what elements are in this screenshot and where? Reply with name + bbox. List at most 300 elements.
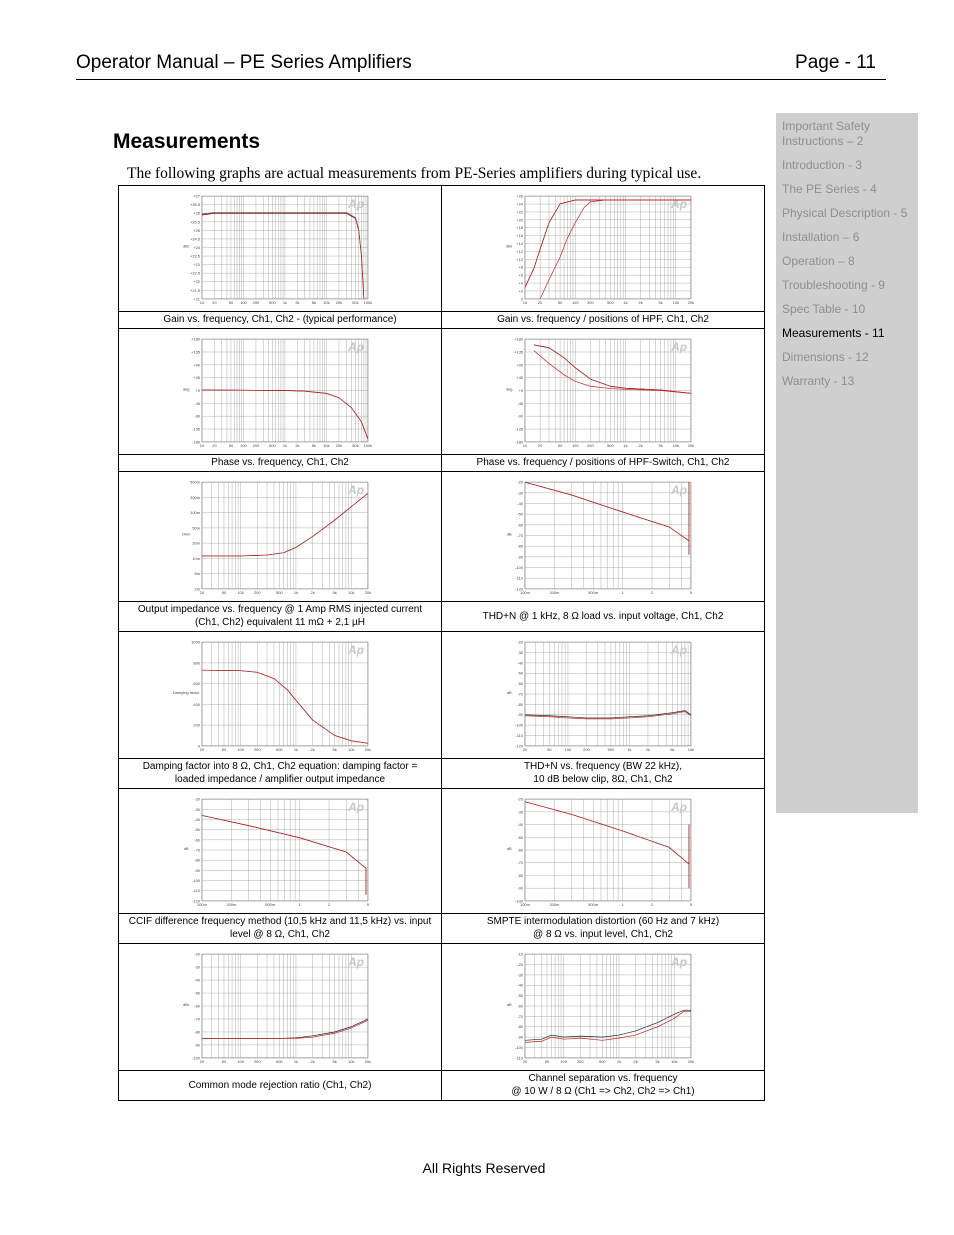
caption-line: SMPTE intermodulation distortion (60 Hz and 7 kHz) (486, 916, 720, 927)
y-tick-label: +180 (514, 336, 523, 342)
x-tick-label: 50 (228, 442, 234, 448)
y-tick-label: -120 (192, 898, 200, 904)
x-tick-label: 20k (687, 442, 695, 448)
x-tick-label: 100 (560, 1058, 567, 1064)
x-tick-label: 2 (327, 901, 331, 907)
x-tick-label: 200 (252, 442, 260, 448)
y-tick-label: +8 (518, 264, 523, 270)
caption-line: Gain vs. frequency / positions of HPF, Ch1, Ch2 (497, 314, 709, 325)
ap-logo: Ap (671, 483, 687, 498)
y-tick-label: 1000 (191, 639, 200, 645)
x-tick-label: 1k (293, 589, 299, 595)
y-tick-label: -120 (515, 586, 523, 592)
x-tick-label: 1k (282, 442, 288, 448)
y-tick-label: -135 (515, 426, 523, 432)
x-tick-label: 5 (366, 901, 370, 907)
x-tick-label: 1 (621, 589, 624, 595)
toc-link[interactable]: Warranty - 13 (782, 374, 855, 388)
y-tick-label: +6 (518, 272, 523, 278)
chart-caption (442, 914, 765, 944)
y-tick-label: +45 (193, 375, 200, 381)
y-axis-label: Ohm (181, 531, 191, 537)
x-tick-label: 200m (226, 901, 237, 907)
x-tick-label: 50 (557, 299, 563, 305)
y-tick-label: +45 (516, 375, 523, 381)
chart-caption (442, 1071, 765, 1101)
toc-link[interactable]: Troubleshooting - 9 (782, 278, 885, 292)
x-tick-label: 500m (265, 901, 276, 907)
toc-link[interactable]: Measurements - 11 (782, 326, 885, 340)
y-tick-label: -100 (192, 1055, 200, 1061)
y-tick-label: -20 (194, 796, 200, 802)
x-tick-label: 50k (352, 299, 359, 305)
y-tick-label: -90 (517, 413, 523, 419)
y-tick-label: -90 (517, 1034, 523, 1040)
y-tick-label: 2m (194, 586, 200, 592)
y-tick-label: -180 (192, 439, 200, 445)
x-tick-label: 50 (557, 442, 563, 448)
y-tick-label: +24 (193, 244, 200, 250)
y-tick-label: -110 (192, 888, 200, 894)
x-tick-label: 2k (310, 589, 315, 595)
y-tick-label: +21 (193, 296, 200, 302)
x-tick-label: 500 (276, 746, 283, 752)
x-tick-label: 200 (587, 299, 594, 305)
x-tick-label: 1k (627, 746, 632, 752)
x-tick-label: 20k (364, 746, 372, 752)
caption-line: @ 8 Ω vs. input level, Ch1, Ch2 (533, 929, 673, 940)
y-tick-label: -90 (194, 867, 200, 873)
y-tick-label: +0 (195, 387, 200, 393)
x-tick-label: 10k (671, 1058, 678, 1064)
x-tick-label: 5k (658, 442, 663, 448)
y-tick-label: +26 (193, 210, 200, 216)
toc-link[interactable]: The PE Series - 4 (782, 182, 877, 196)
x-tick-label: 5k (311, 299, 317, 305)
y-tick-label: +26.5 (190, 202, 200, 208)
y-tick-label: +90 (193, 362, 200, 368)
y-axis-label: Damping factor (172, 690, 200, 696)
y-tick-label: -90 (194, 413, 200, 419)
caption-line: Common mode rejection ratio (Ch1, Ch2) (188, 1079, 372, 1091)
x-tick-label: 5k (332, 746, 337, 752)
chart-caption (442, 312, 765, 329)
x-tick-label: 50 (547, 746, 552, 752)
y-tick-label: -20 (517, 479, 523, 485)
y-tick-label: +135 (191, 349, 200, 355)
chart-thd-input-voltage (442, 472, 764, 601)
x-tick-label: 10k (348, 746, 355, 752)
x-tick-label: 1k (293, 746, 299, 752)
chart-phase-frequency (119, 329, 441, 454)
x-tick-label: 200m (549, 589, 560, 595)
chart-caption (442, 602, 765, 632)
y-tick-label: +90 (516, 362, 523, 368)
x-tick-label: 20 (522, 746, 528, 752)
x-tick-label: 200 (576, 1058, 584, 1064)
y-tick-label: -100 (515, 722, 523, 728)
y-tick-label: -20 (194, 951, 200, 957)
footer-rights: All Rights Reserved (422, 1160, 546, 1176)
y-tick-label: -70 (517, 532, 523, 538)
x-tick-label: 2k (638, 299, 643, 305)
y-tick-label: +25 (193, 227, 200, 233)
y-tick-label: -80 (194, 1029, 200, 1035)
x-tick-label: 10k (323, 442, 330, 448)
y-tick-label: +14 (516, 241, 523, 247)
y-tick-label: -20 (517, 796, 523, 802)
y-tick-label: -60 (517, 681, 523, 687)
toc-link[interactable]: Introduction - 3 (782, 158, 863, 172)
y-tick-label: -40 (517, 982, 523, 988)
x-tick-label: 200 (253, 589, 261, 595)
ap-logo: Ap (348, 955, 364, 970)
chart-caption (119, 759, 442, 789)
y-tick-label: -90 (194, 1042, 200, 1048)
x-tick-label: 100m (197, 901, 207, 907)
y-tick-label: 500m (190, 479, 200, 485)
x-tick-label: 10 (199, 442, 205, 448)
ap-logo: Ap (348, 483, 364, 498)
y-tick-label: -50 (194, 827, 200, 833)
y-axis-label: dB (506, 846, 512, 852)
toc-link[interactable]: Dimensions - 12 (782, 350, 869, 364)
x-tick-label: 20 (199, 589, 205, 595)
x-tick-label: 5k (332, 1058, 337, 1064)
caption-line: Phase vs. frequency, Ch1, Ch2 (211, 457, 349, 468)
y-axis-label: dB (183, 846, 189, 852)
chart-thd-frequency (442, 632, 764, 758)
y-tick-label: -60 (517, 847, 523, 853)
x-tick-label: 1k (623, 299, 628, 305)
chart-cell (442, 944, 765, 1071)
x-tick-label: 1 (621, 901, 624, 907)
y-tick-label: -50 (517, 670, 523, 676)
caption-line: Damping factor into 8 Ω, Ch1, Ch2 equation: damping factor = (142, 761, 418, 772)
chart-caption (119, 312, 442, 329)
x-tick-label: 2 (650, 589, 654, 595)
x-tick-label: 100k (363, 299, 373, 305)
x-tick-label: 200m (549, 901, 560, 907)
y-axis-label: deg (182, 386, 190, 392)
y-tick-label: -70 (194, 847, 200, 853)
chart-cell (442, 472, 765, 602)
y-tick-label: -180 (515, 439, 523, 445)
y-tick-label: -50 (517, 993, 523, 999)
x-tick-label: 500 (607, 299, 614, 305)
x-tick-label: 10 (522, 299, 528, 305)
x-tick-label: 100 (237, 1058, 244, 1064)
y-axis-label: dB (506, 1002, 512, 1008)
y-tick-label: +21.5 (190, 287, 200, 293)
y-tick-label: 0 (197, 743, 200, 749)
y-tick-label: -80 (194, 857, 200, 863)
x-tick-label: 500 (276, 589, 283, 595)
y-tick-label: -40 (517, 822, 523, 828)
x-tick-label: 20k (687, 299, 695, 305)
toc-sidebar (776, 113, 918, 813)
y-tick-label: +25.5 (190, 219, 200, 225)
x-tick-label: 1k (623, 442, 628, 448)
y-tick-label: -90 (517, 554, 523, 560)
y-tick-label: -90 (517, 885, 523, 891)
caption-line: Phase vs. frequency / positions of HPF-Switch, Ch1, Ch2 (476, 457, 730, 468)
y-tick-label: 200m (190, 494, 200, 500)
caption-line: CCIF difference frequency method (10,5 kHz and 11,5 kHz) vs. input (128, 916, 432, 927)
chart-cell (119, 472, 442, 602)
toc-link[interactable]: Important Safety Instructions – 2 (782, 119, 871, 148)
caption-line: THD+N vs. frequency (BW 22 kHz), (523, 761, 683, 772)
chart-cell (442, 186, 765, 312)
y-tick-label: 20m (192, 540, 200, 546)
x-tick-label: 10k (323, 299, 330, 305)
ap-logo: Ap (671, 643, 687, 658)
toc-link[interactable]: Installation – 6 (782, 230, 860, 244)
chart-cell (119, 186, 442, 312)
y-axis-label: dB (506, 531, 512, 537)
x-tick-label: 20 (537, 299, 543, 305)
x-tick-label: 50 (221, 589, 227, 595)
x-tick-label: 100 (240, 299, 247, 305)
x-tick-label: 200 (253, 1058, 261, 1064)
x-tick-label: 100 (571, 442, 579, 448)
y-tick-label: -70 (194, 1016, 200, 1022)
y-tick-label: +4 (518, 280, 523, 286)
y-tick-label: -40 (517, 500, 523, 506)
toc-link[interactable]: Spec Table - 10 (782, 302, 866, 316)
chart-cell (119, 632, 442, 759)
x-tick-label: 20 (537, 442, 543, 448)
chart-output-impedance (119, 472, 441, 601)
y-tick-label: -120 (515, 743, 523, 749)
chart-cell (442, 789, 765, 914)
y-tick-label: 5m (194, 571, 200, 577)
caption-line: loaded impedance / amplifier output impedance (174, 774, 386, 785)
y-tick-label: -30 (517, 490, 523, 496)
x-tick-label: 20k (364, 1058, 372, 1064)
chart-channel-separation (442, 944, 764, 1070)
y-axis-label: deg (505, 386, 513, 392)
y-tick-label: -90 (517, 712, 523, 718)
x-tick-label: 1k (293, 1058, 299, 1064)
ap-logo: Ap (348, 799, 364, 814)
x-tick-label: 10k (687, 746, 695, 752)
y-tick-label: -70 (517, 860, 523, 866)
x-tick-label: 500 (269, 299, 276, 305)
y-tick-label: -30 (194, 806, 200, 812)
y-tick-label: +26 (516, 193, 523, 199)
x-tick-label: 20k (335, 299, 343, 305)
x-tick-label: 1 (298, 901, 301, 907)
x-tick-label: 10k (348, 589, 355, 595)
x-tick-label: 10k (672, 299, 679, 305)
x-tick-label: 10k (672, 442, 679, 448)
y-tick-label: -135 (192, 426, 200, 432)
y-tick-label: -30 (517, 650, 523, 656)
ap-logo: Ap (671, 955, 687, 970)
caption-line: @ 10 W / 8 Ω (Ch1 => Ch2, Ch2 => Ch1) (511, 1086, 695, 1097)
x-tick-label: 20k (335, 442, 343, 448)
y-tick-label: -40 (517, 660, 523, 666)
x-tick-label: 20 (199, 1058, 205, 1064)
y-tick-label: -100 (515, 1044, 523, 1050)
y-axis-label: dBr (506, 243, 513, 249)
y-tick-label: +24 (516, 201, 523, 207)
plot-area (525, 196, 691, 299)
x-tick-label: 2k (295, 299, 300, 305)
x-tick-label: 20 (212, 442, 217, 448)
x-tick-label: 500m (588, 589, 599, 595)
y-tick-label: +180 (191, 336, 200, 342)
y-tick-label: +16 (516, 233, 523, 239)
y-axis-label: dBr (183, 1002, 190, 1008)
y-tick-label: -70 (517, 1013, 523, 1019)
x-tick-label: 500 (607, 442, 614, 448)
ap-logo: Ap (671, 340, 687, 355)
y-tick-label: -100 (515, 564, 523, 570)
x-tick-label: 20 (522, 1058, 528, 1064)
toc-link[interactable]: Physical Description - 5 (782, 206, 908, 220)
caption-line: Output impedance vs. frequency @ 1 Amp RMS injected current (137, 604, 423, 615)
x-tick-label: 20k (687, 1058, 695, 1064)
y-tick-label: 800 (193, 660, 200, 666)
x-tick-label: 1k (616, 1058, 622, 1064)
x-tick-label: 500 (269, 442, 276, 448)
x-tick-label: 2k (638, 442, 643, 448)
y-tick-label: -110 (515, 732, 523, 738)
y-tick-label: -30 (194, 964, 200, 970)
ap-logo: Ap (671, 197, 687, 212)
chart-ccif (119, 789, 441, 913)
x-tick-label: 2 (650, 901, 654, 907)
y-tick-label: -100 (515, 898, 523, 904)
manual-title: Operator Manual – PE Series Amplifiers (76, 52, 412, 73)
x-tick-label: 5k (655, 1058, 660, 1064)
x-tick-label: 2k (295, 442, 300, 448)
x-tick-label: 2k (310, 1058, 315, 1064)
y-tick-label: -100 (192, 878, 200, 884)
x-tick-label: 20k (364, 589, 372, 595)
x-tick-label: 10 (199, 299, 205, 305)
x-tick-label: 100k (363, 442, 373, 448)
ap-logo: Ap (348, 643, 364, 658)
y-tick-label: -50 (517, 834, 523, 840)
chart-caption (442, 759, 765, 789)
y-tick-label: +23 (193, 262, 200, 268)
x-tick-label: 2k (310, 746, 315, 752)
chart-cmrr (119, 944, 441, 1070)
x-tick-label: 500m (588, 901, 599, 907)
x-tick-label: 5k (658, 299, 663, 305)
x-tick-label: 50 (221, 746, 227, 752)
caption-line: THD+N @ 1 kHz, 8 Ω load vs. input voltage, Ch1, Ch2 (482, 610, 724, 622)
y-tick-label: -45 (517, 400, 523, 406)
chart-smpte (442, 789, 764, 913)
y-tick-label: -10 (517, 951, 523, 957)
chart-caption (119, 914, 442, 944)
x-tick-label: 200 (252, 299, 260, 305)
chart-cell (119, 944, 442, 1071)
intro-text: The following graphs are actual measurements from PE-Series amplifiers during typical use. (127, 165, 702, 182)
x-tick-label: 50 (544, 1058, 550, 1064)
x-tick-label: 5k (332, 589, 337, 595)
y-tick-label: -20 (517, 962, 523, 968)
x-tick-label: 2k (633, 1058, 638, 1064)
y-tick-label: +22 (193, 279, 200, 285)
x-tick-label: 100 (237, 589, 244, 595)
x-tick-label: 5k (311, 442, 317, 448)
ap-logo: Ap (348, 197, 364, 212)
y-axis-label: dB (506, 690, 512, 696)
x-tick-label: 5 (689, 589, 693, 595)
y-tick-label: -110 (515, 1055, 523, 1061)
y-tick-label: 10m (192, 555, 200, 561)
x-tick-label: 1k (282, 299, 288, 305)
chart-gain-frequency (119, 186, 441, 311)
y-tick-label: -40 (194, 816, 200, 822)
y-tick-label: +23.5 (190, 253, 200, 259)
y-tick-label: -70 (517, 691, 523, 697)
y-tick-label: +135 (514, 349, 523, 355)
x-tick-label: 5 (689, 901, 693, 907)
y-tick-label: +22 (516, 209, 523, 215)
y-tick-label: -110 (515, 575, 523, 581)
caption-line: Gain vs. frequency, Ch1, Ch2 - (typical performance) (163, 314, 397, 325)
x-tick-label: 50 (221, 1058, 227, 1064)
chart-gain-hpf (442, 186, 764, 311)
y-tick-label: 100m (190, 510, 200, 516)
y-tick-label: -30 (517, 972, 523, 978)
y-tick-label: -30 (517, 809, 523, 815)
plot-area (202, 642, 368, 746)
chart-phase-hpf (442, 329, 764, 454)
x-tick-label: 500 (599, 1058, 606, 1064)
x-tick-label: 2k (645, 746, 651, 752)
caption-line: 10 dB below clip, 8Ω, Ch1, Ch2 (533, 774, 673, 785)
ap-logo: Ap (348, 340, 364, 355)
y-tick-label: -40 (194, 977, 200, 983)
y-tick-label: -50 (517, 511, 523, 517)
x-tick-label: 100m (520, 589, 530, 595)
y-tick-label: 0 (520, 296, 523, 302)
y-tick-label: 50m (192, 525, 200, 531)
y-tick-label: +27 (193, 193, 200, 199)
page-number: Page - 11 (795, 52, 876, 73)
y-tick-label: -60 (517, 1003, 523, 1009)
caption-line: (Ch1, Ch2) equivalent 11 mΩ + 2,1 µH (194, 617, 366, 628)
y-tick-label: +24.5 (190, 236, 200, 242)
chart-cell (119, 789, 442, 914)
y-tick-label: +18 (516, 225, 523, 231)
x-tick-label: 20 (199, 746, 205, 752)
chart-cell (442, 632, 765, 759)
x-tick-label: 100 (571, 299, 579, 305)
plot-area (202, 482, 368, 589)
y-tick-label: +12 (516, 248, 523, 254)
x-tick-label: 50 (228, 299, 234, 305)
y-tick-label: -80 (517, 701, 523, 707)
chart-caption (119, 455, 442, 472)
x-tick-label: 500 (607, 746, 615, 752)
y-tick-label: -45 (194, 400, 200, 406)
toc-link[interactable]: Operation – 8 (782, 254, 855, 268)
x-tick-label: 50k (352, 442, 359, 448)
chart-caption (119, 602, 442, 632)
x-tick-label: 10 (522, 442, 528, 448)
x-tick-label: 100m (520, 901, 530, 907)
x-tick-label: 200 (583, 746, 590, 752)
x-tick-label: 200 (587, 442, 594, 448)
